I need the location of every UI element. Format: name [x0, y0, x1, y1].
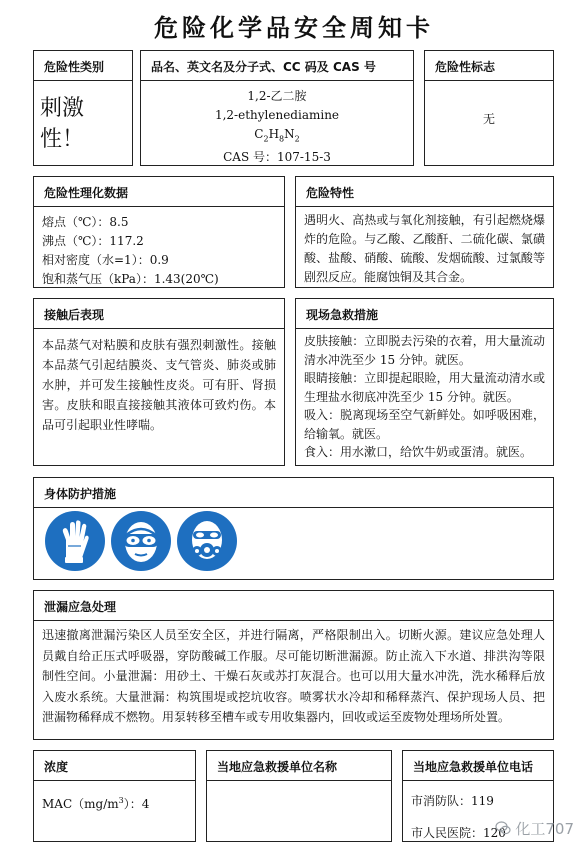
hazard-props-box [295, 176, 554, 288]
molecular-formula: $C_2H_8N_2$ [254, 127, 300, 144]
first-aid-eyes: 眼睛接触：立即提起眼睑，用大量流动清水或生理盐水彻底冲洗至少 15 分钟。就医。 [304, 371, 545, 404]
goggles-icon [110, 510, 172, 572]
first-aid-box [295, 298, 554, 466]
exposure-header: 接触后表现 [34, 299, 284, 329]
hazard-sign-box [424, 50, 554, 166]
cas-number: CAS 号：107-15-3 [223, 150, 331, 165]
rescue-unit-box [206, 750, 392, 842]
first-aid-header: 现场急救措施 [296, 299, 553, 329]
wechat-icon [495, 820, 511, 836]
hazard-class-box [33, 50, 133, 166]
ppe-box [33, 477, 554, 580]
exposure-text: 本品蒸气对粘膜和皮肤有强烈刺激性。接触本品蒸气引起结膜炎、支气管炎、肺炎或肺水肿，并可发生接触性皮炎。可有肝、肾损害。皮肤和眼直接接触其液体可致灼伤。本品可引起职业性哮喘。 [42, 338, 276, 432]
identity-header: 品名、英文名及分子式、CC 码及 CAS 号 [141, 51, 413, 81]
rescue-unit-header: 当地应急救援单位名称 [207, 751, 391, 781]
identity-box [140, 50, 414, 166]
ppe-header: 身体防护措施 [34, 478, 553, 508]
watermark [495, 818, 574, 839]
boiling-point: 沸点（℃）：117.2 [42, 234, 144, 248]
gloves-icon [44, 510, 106, 572]
spill-text: 迅速撤离泄漏污染区人员至安全区，并进行隔离，严格限制出入。切断火源。建议应急处理人员戴自给正压式呼吸器，穿防酸碱工作服。尽可能切断泄漏源。防止流入下水道、排洪沟等限制性空间。小量泄漏：用砂土、干燥石灰或苏打灰混合。也可以用大量水冲洗，洗水稀释后放入废水系统。大量泄漏：构筑围堤或挖坑收容。喷雾状水冷却和稀释蒸汽、保护现场人员、把泄漏物稀释成不燃物。用泵转移至槽车或专用收集器内，回收或运至废物处理场所处置。 [42, 628, 545, 724]
respirator-icon [176, 510, 238, 572]
hospital-phone: 市人民医院：120 [411, 826, 506, 840]
first-aid-skin: 皮肤接触：立即脱去污染的衣着，用大量流动清水冲洗至少 15 分钟。就医。 [304, 334, 545, 367]
hazard-props-header: 危险特性 [296, 177, 553, 207]
hazard-class-header: 危险性类别 [34, 51, 132, 81]
first-aid-ingestion: 食入：用水漱口，给饮牛奶或蛋清。就医。 [304, 445, 533, 459]
relative-density: 相对密度（水=1）：0.9 [42, 253, 169, 267]
exposure-box [33, 298, 285, 466]
hazard-props-text: 遇明火、高热或与氧化剂接触，有引起燃烧爆炸的危险。与乙酸、乙酸酐、二硫化碳、氯磺酸、盐酸、硝酸、硫酸、发烟硫酸、过氯酸等剧烈反应。能腐蚀铜及其合金。 [304, 213, 545, 284]
hazard-sign-value: 无 [482, 112, 495, 126]
chemical-name-cn: 1,2-乙二胺 [247, 89, 307, 103]
page-title: 危险化学品安全周知卡 [154, 14, 434, 42]
concentration-box [33, 750, 196, 842]
rescue-phone-header: 当地应急救援单位电话 [403, 751, 553, 781]
hazard-sign-header: 危险性标志 [425, 51, 553, 81]
spill-box [33, 590, 554, 740]
spill-header: 泄漏应急处理 [34, 591, 553, 621]
vapor-pressure: 饱和蒸气压（kPa）：1.43(20℃) [42, 272, 219, 286]
melting-point: 熔点（℃）：8.5 [42, 215, 129, 229]
concentration-header: 浓度 [34, 751, 195, 781]
physchem-box [33, 176, 285, 288]
first-aid-inhalation: 吸入：脱离现场至空气新鲜处。如呼吸困难，给输氧。就医。 [304, 408, 545, 441]
chemical-name-en: 1,2-ethylenediamine [214, 108, 340, 122]
watermark-text: 化工707 [515, 820, 574, 838]
fire-department-phone: 市消防队：119 [411, 794, 494, 808]
physchem-header: 危险性理化数据 [34, 177, 284, 207]
hazard-class-value: 刺激性！ [40, 96, 85, 152]
mac-value: $MAC(mg/m^3)$：4 [42, 796, 150, 811]
